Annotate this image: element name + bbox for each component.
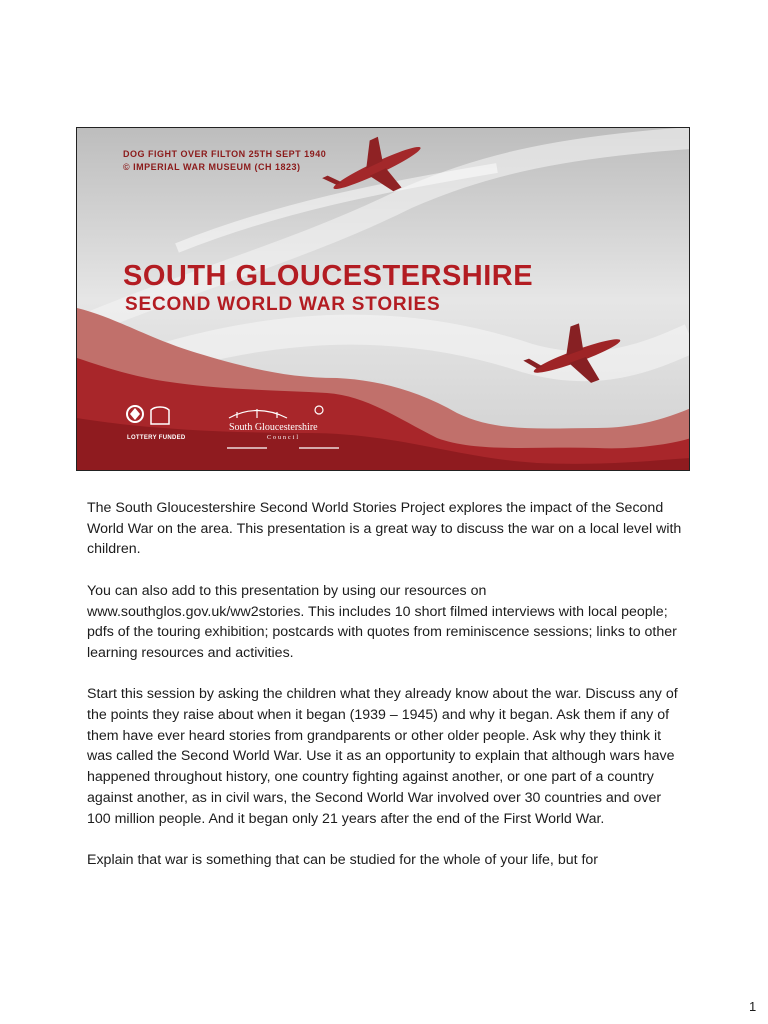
notes-paragraph: Start this session by asking the children what they already know about the war. Discuss any of the points they raise about when it began (1939 – 1945) and why it began. Ask them if any of them have ever heard stories from grandparents or other older people. Ask why they think it was called the Second World War. Use it as an opportunity to explain that although wars have happened throughout history, one country fighting against another, or one part of a country against another, as in civil wars, the Second World War involved over 30 countries and over 100 million people. And it began only 21 years after the end of the First World War. [87, 686, 678, 827]
lottery-funded-label: LOTTERY FUNDED [127, 435, 186, 441]
council-subtitle: Council [267, 435, 300, 441]
slide-thumbnail [76, 127, 690, 471]
caption-line-1: DOG FIGHT OVER FILTON 25TH SEPT 1940 [123, 149, 327, 159]
notes-paragraph: You can also add to this presentation by using our resources on www.southglos.gov.uk/ww2stories. This includes 10 short filmed interviews with local people; pdfs of the touring exhibition; postcards with quotes from reminiscence sessions; links to other learning resources and activities. [87, 582, 677, 661]
council-name: South Gloucestershire [229, 422, 318, 433]
notes-paragraph: Explain that war is something that can be studied for the whole of your life, but for [87, 851, 599, 868]
caption-line-2: © IMPERIAL WAR MUSEUM (CH 1823) [123, 162, 301, 172]
speaker-notes [87, 498, 687, 891]
page-number: 1 [749, 999, 757, 1014]
photo-caption [123, 148, 326, 174]
slide-title-line-1: SOUTH GLOUCESTERSHIRE [123, 260, 534, 292]
notes-paragraph: The South Gloucestershire Second World Stories Project explores the impact of the Second World War on the area. This presentation is a great way to discuss the war on a local level with children. [87, 500, 682, 558]
slide-title-line-2: SECOND WORLD WAR STORIES [125, 294, 441, 315]
